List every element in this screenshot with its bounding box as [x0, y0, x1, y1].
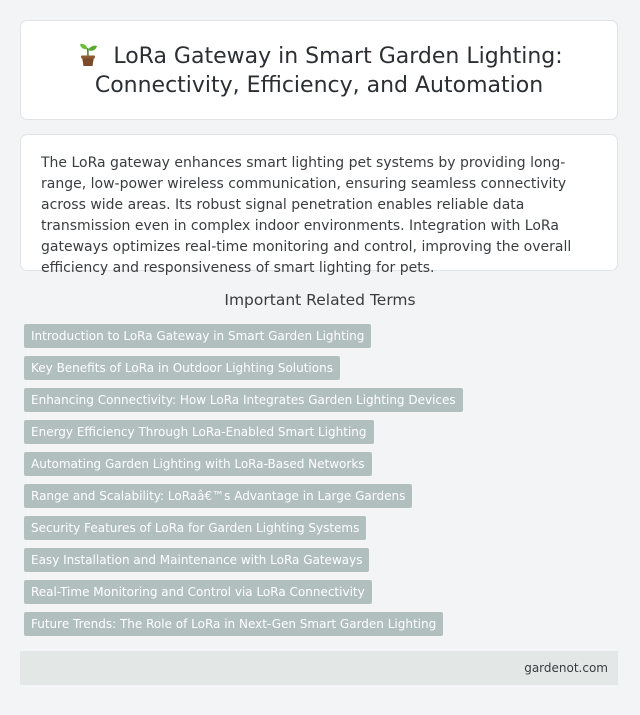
related-term-link[interactable]: Future Trends: The Role of LoRa in Next-Gen Smart Garden Lighting [24, 612, 443, 636]
related-term-link[interactable]: Automating Garden Lighting with LoRa-Based Networks [24, 452, 372, 476]
related-term-link[interactable]: Range and Scalability: LoRaâ€™s Advantage in Large Gardens [24, 484, 412, 508]
related-term-link[interactable]: Easy Installation and Maintenance with LoRa Gateways [24, 548, 369, 572]
related-term-link[interactable]: Energy Efficiency Through LoRa-Enabled Smart Lighting [24, 420, 374, 444]
related-term-link[interactable]: Enhancing Connectivity: How LoRa Integrates Garden Lighting Devices [24, 388, 463, 412]
footer [20, 651, 618, 685]
related-term-link[interactable]: Real-Time Monitoring and Control via LoRa Connectivity [24, 580, 372, 604]
related-terms-heading: Important Related Terms [224, 291, 416, 309]
related-term-link[interactable]: Security Features of LoRa for Garden Lighting Systems [24, 516, 366, 540]
intro-card [20, 134, 618, 276]
related-term-link[interactable]: Introduction to LoRa Gateway in Smart Garden Lighting [24, 324, 371, 348]
title-card [20, 20, 618, 120]
page-title [21, 41, 617, 100]
intro-paragraph: The LoRa gateway enhances smart lighting pet systems by providing long-range, low-power wireless communication, ensuring seamless connectivity across wide areas. Its robust signal penetration enables reliable data transmission even in complex indoor environments. Integration with LoRa gateways optimizes real-time monitoring and control, improving the overall efficiency and responsiveness of smart lighting for pets. [41, 155, 572, 276]
footer-site-link[interactable]: gardenot.com [524, 661, 608, 675]
seedling-icon [75, 41, 101, 67]
related-term-link[interactable]: Key Benefits of LoRa in Outdoor Lighting Solutions [24, 356, 340, 380]
related-terms-list [24, 324, 463, 644]
page-title-text: LoRa Gateway in Smart Garden Lighting: Connectivity, Efficiency, and Automation [94, 43, 563, 98]
